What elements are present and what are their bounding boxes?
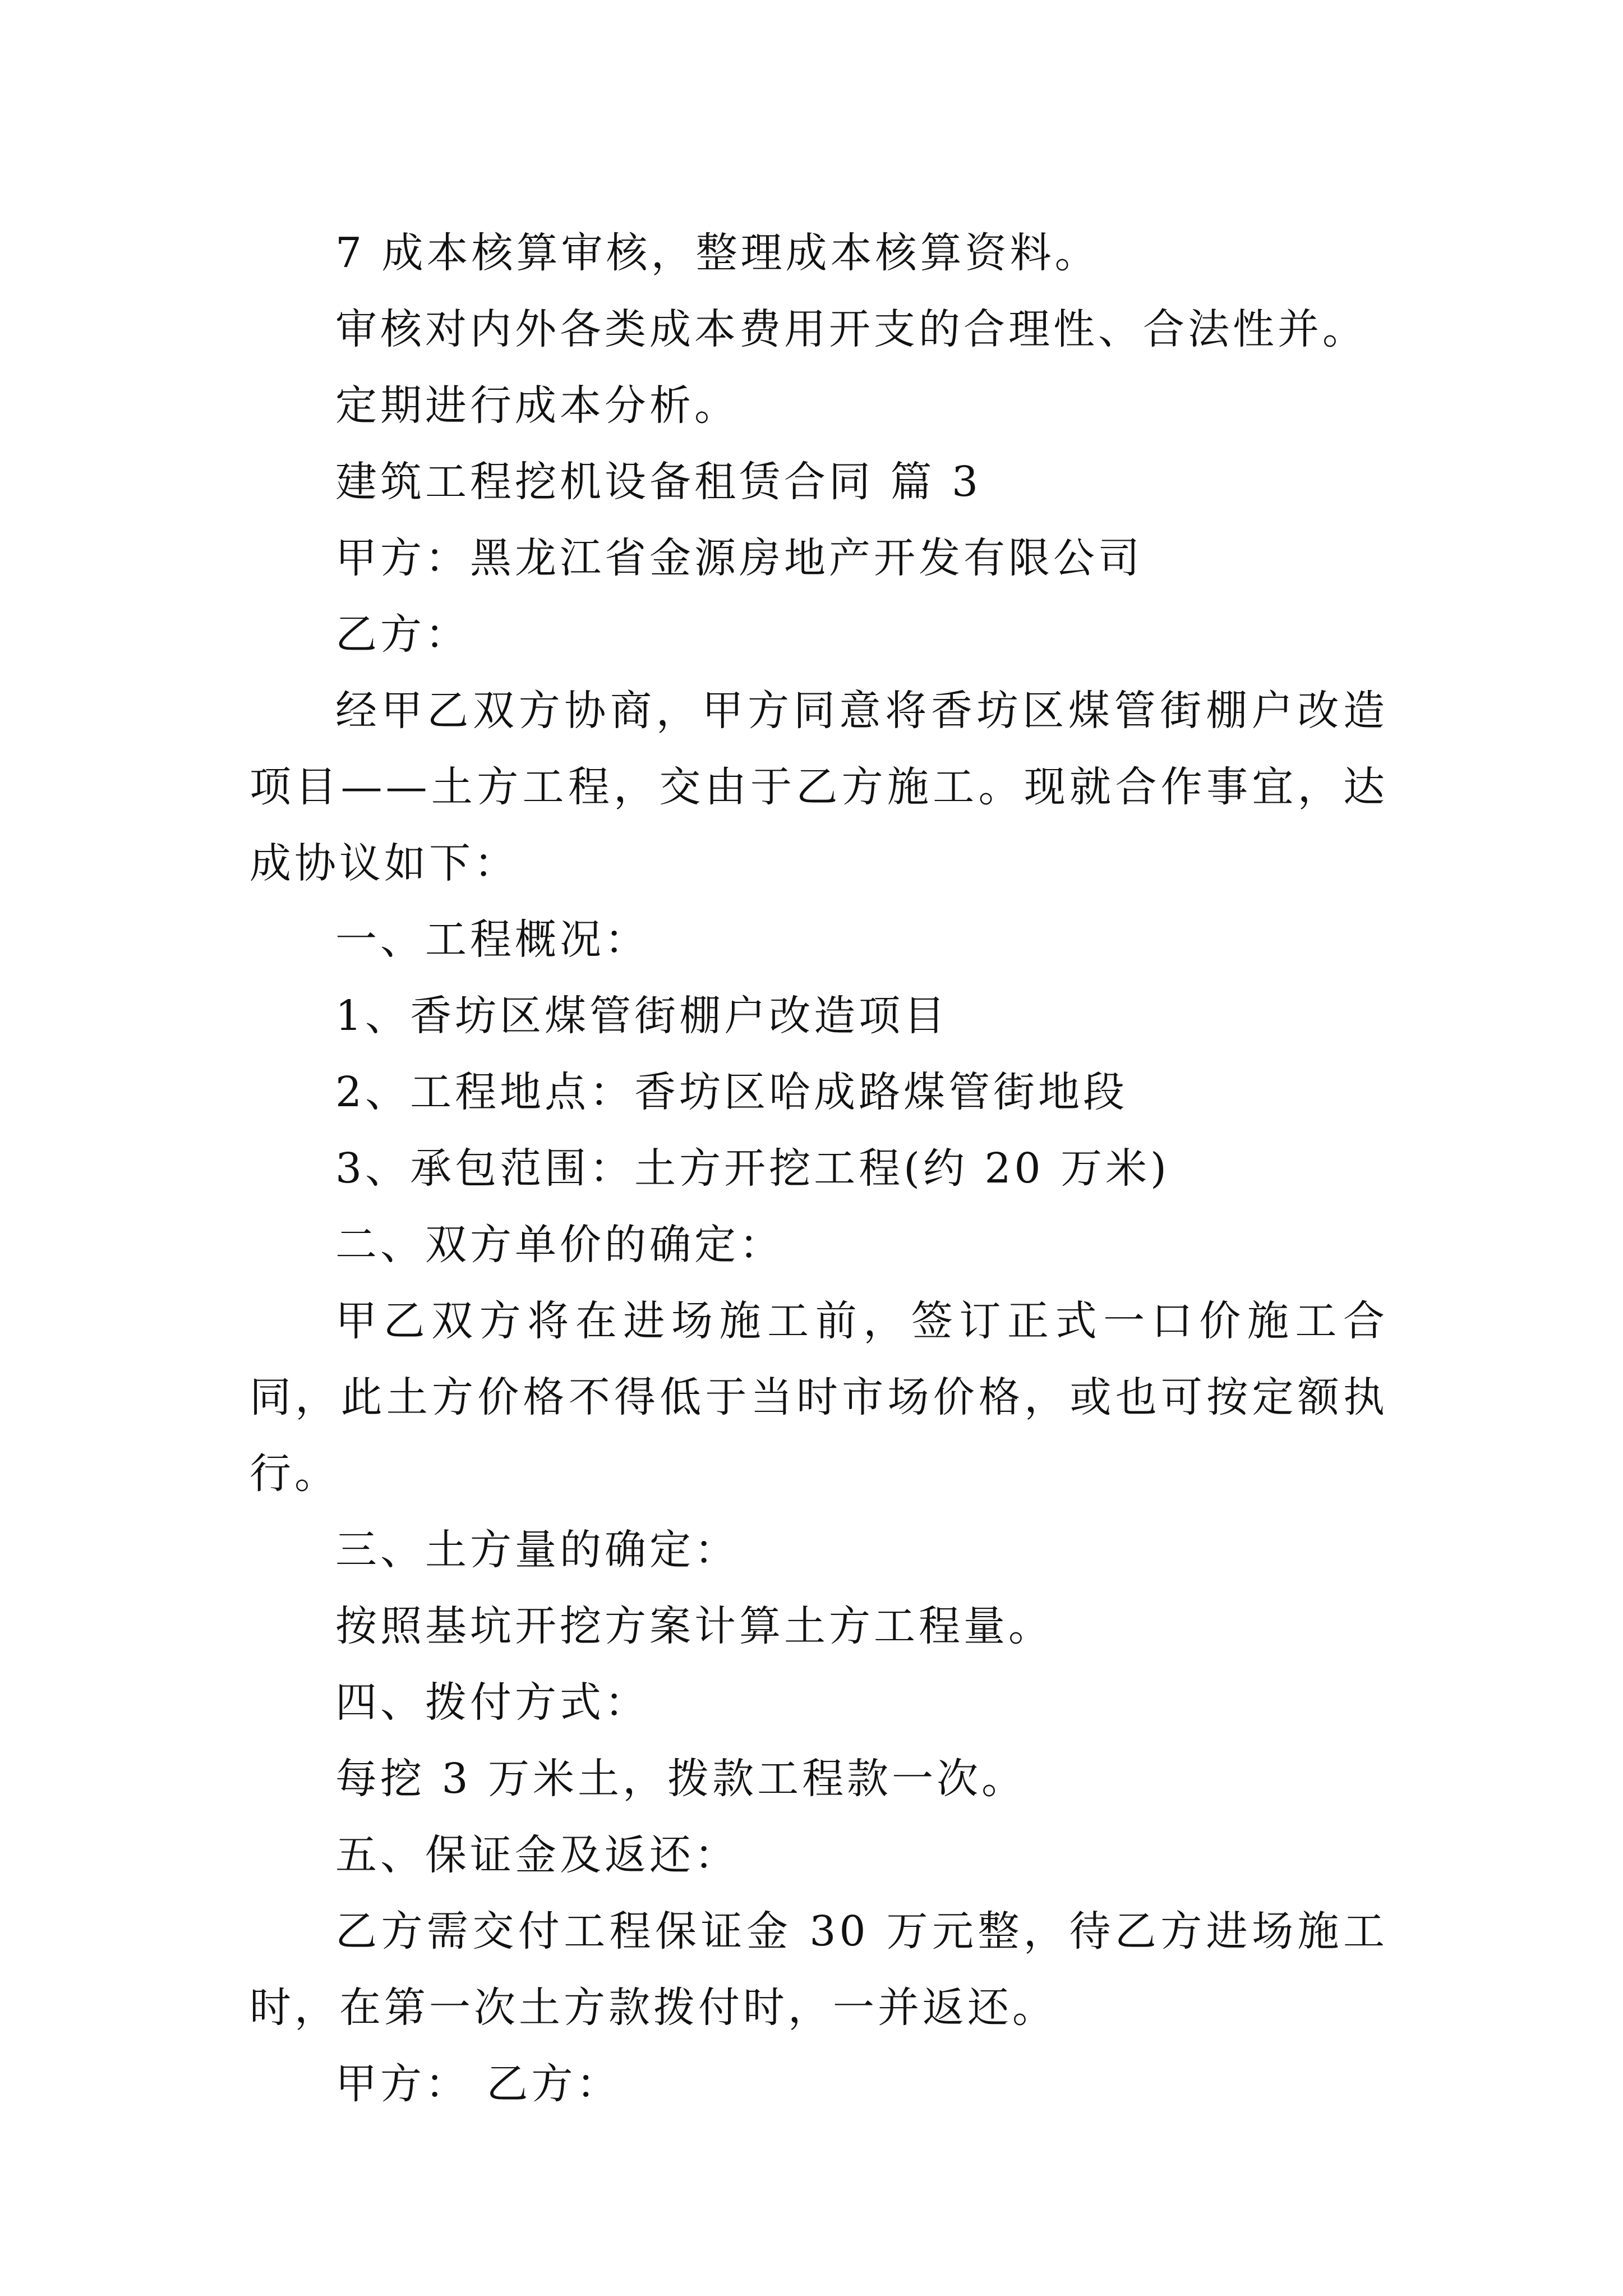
paragraph-payment: 每挖 3 万米土，拨款工程款一次。 [335,1755,1027,1803]
section-heading-unit-price: 二、双方单价的确定： [335,1221,784,1269]
party-a-line: 甲方：黑龙江省金源房地产开发有限公司 [335,534,1143,582]
paragraph-audit-expenses: 审核对内外各类成本费用开支的合理性、合法性并。 [335,305,1367,353]
section-heading-volume: 三、土方量的确定： [335,1526,739,1574]
list-item-location: 2、工程地点：香坊区哈成路煤管街地段 [335,1068,1128,1116]
list-item-project: 1、香坊区煤管街棚户改造项目 [335,992,949,1040]
paragraph-unit-price: 甲乙双方将在进场施工前，签订正式一口价施工合同，此土方价格不得低于当时市场价格，或也可按定额执行。 [250,1297,1388,1498]
paragraph-deposit: 乙方需交付工程保证金 30 万元整，待乙方进场施工时，在第一次土方款拨付时，一并返还。 [250,1907,1388,2032]
paragraph-agreement-intro: 经甲乙双方协商，甲方同意将香坊区煤管街棚户改造项目——土方工程，交由于乙方施工。现就合作事宜，达成协议如下： [250,687,1388,887]
list-item-scope: 3、承包范围：土方开挖工程(约 20 万米) [335,1144,1170,1193]
paragraph-cost-analysis: 定期进行成本分析。 [335,381,739,430]
party-b-line: 乙方： [335,610,470,659]
paragraph-volume: 按照基坑开挖方案计算土方工程量。 [335,1602,1053,1650]
contract-title: 建筑工程挖机设备租赁合同 篇 3 [335,458,982,506]
section-heading-deposit: 五、保证金及返还： [335,1831,739,1879]
signature-line: 甲方： 乙方： [335,2060,621,2108]
section-heading-payment: 四、拨付方式： [335,1678,649,1727]
document-body [250,215,1388,2122]
section-heading-overview: 一、工程概况： [335,915,649,964]
paragraph-cost-audit: 7 成本核算审核，整理成本核算资料。 [335,229,1100,277]
